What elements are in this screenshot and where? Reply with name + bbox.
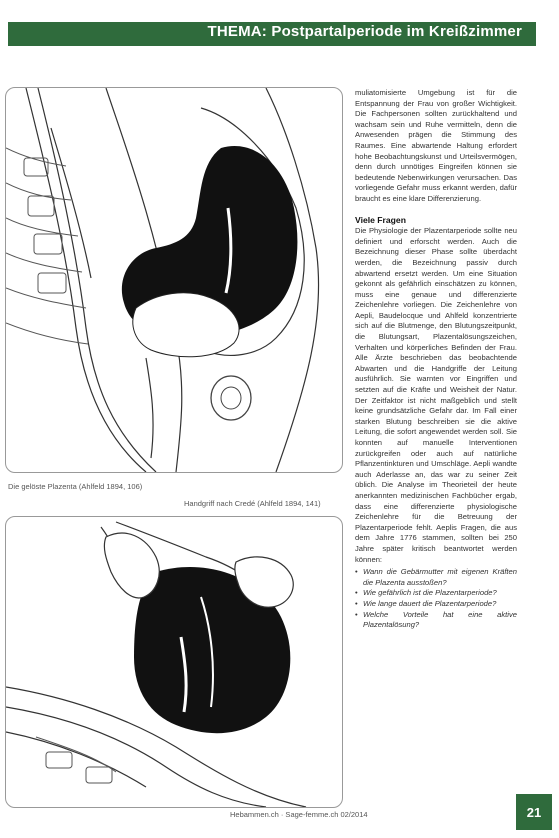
question-item: • Wie gefährlich ist die Plazentarperiode? bbox=[362, 588, 517, 599]
crede-illustration bbox=[6, 517, 342, 807]
question-item: • Wann die Gebärmutter mit eigenen Kräften die Plazenta ausstoßen? bbox=[362, 567, 517, 588]
figure-2-caption: Handgriff nach Credé (Ahlfeld 1894, 141) bbox=[184, 499, 321, 508]
placenta-illustration bbox=[6, 88, 342, 472]
question-item: • Wie lange dauert die Plazentarperiode? bbox=[362, 599, 517, 610]
footer-journal: Hebammen.ch · Sage-femme.ch 02/2014 bbox=[230, 810, 368, 819]
figure-crede-maneuver bbox=[5, 516, 343, 808]
figure-placenta-section bbox=[5, 87, 343, 473]
page-number-badge bbox=[516, 794, 552, 830]
header-title: THEMA: Postpartalperiode im Kreißzimmer bbox=[207, 23, 522, 40]
article-text bbox=[355, 88, 517, 631]
figure-1-caption: Die gelöste Plazenta (Ahlfeld 1894, 106) bbox=[8, 482, 143, 491]
article-paragraph-2: Die Physiologie der Plazentarperiode sollte neu definiert und erforscht werden. Auch die Bezeichnung dieser Phase sollte überdacht werden, die Bezeichnung passiv durch abwartend ersetzt werden. Um eine Situation gekonnt als gefährlich einschätzen zu können, muss eine genaue und differenzierte Zeichenlehre vorliegen. Die Zeichenlehre von Aepli, Baudelocque und Ahlfeld konzentrierte sich auf die Blutmenge, den Blutungszeitpunkt, die Blutungsart, Plazentalösungszeichen, Verhalten und körperliches Befinden der Frau. Alle Ärzte beschrieben das beobachtende Abwarten und die Handgriffe der Leitung ausführlich. Sie warnten vor Eingriffen und setzten auf die Kräfte und Weisheit der Natur. Der Zeitfaktor ist nicht maßgeblich und stellt keine grundsätzliche Gefahr dar. Im Fall einer starken Blutung beschreiben sie die aktive Leitung, die sofort angewendet werden soll. Sie konnten auf manuelle Interventionen zurückgreifen oder auch auf natürliche Pflanzentinkturen und Umschläge. Aepli wandte auch Aderlasse an, das war zu seiner Zeit üblich. Die Analyse im Theorieteil der heute anerkannten medizinischen Fachbücher ergab, dass eine differenzierte physiologische Zeichenlehre für die Betreuung der Plazentarperiode fehlt. Aeplis Fragen, die aus dem Jahre 1776 stammen, sollten bei 250 Jahre später kritisch beantwortet werden können: bbox=[355, 226, 517, 564]
header-bar bbox=[8, 22, 536, 46]
page-number: 21 bbox=[526, 804, 542, 820]
question-item: • Welche Vorteile hat eine aktive Plazentalösung? bbox=[362, 610, 517, 631]
question-list bbox=[355, 567, 517, 631]
article-paragraph-1: muliatomisierte Umgebung ist für die Entspannung der Frau von großer Wichtigkeit. Die Fachpersonen sollten zurückhaltend und wachsam sein und Ruhe vermitteln, denn die Anwesenden prägen die Stimmung des Raumes. Eine abwartende Haltung erfordert hohe Beobachtungskunst und Urteilsvermögen, denn durch unnötiges Eingreifen können sie bedeutende Nebenwirkungen verursachen. Das vorliegende Gefahr muss erkannt werden, dafür braucht es eine klare Differenzierung. bbox=[355, 88, 517, 203]
section-heading: Viele Fragen bbox=[355, 214, 406, 225]
